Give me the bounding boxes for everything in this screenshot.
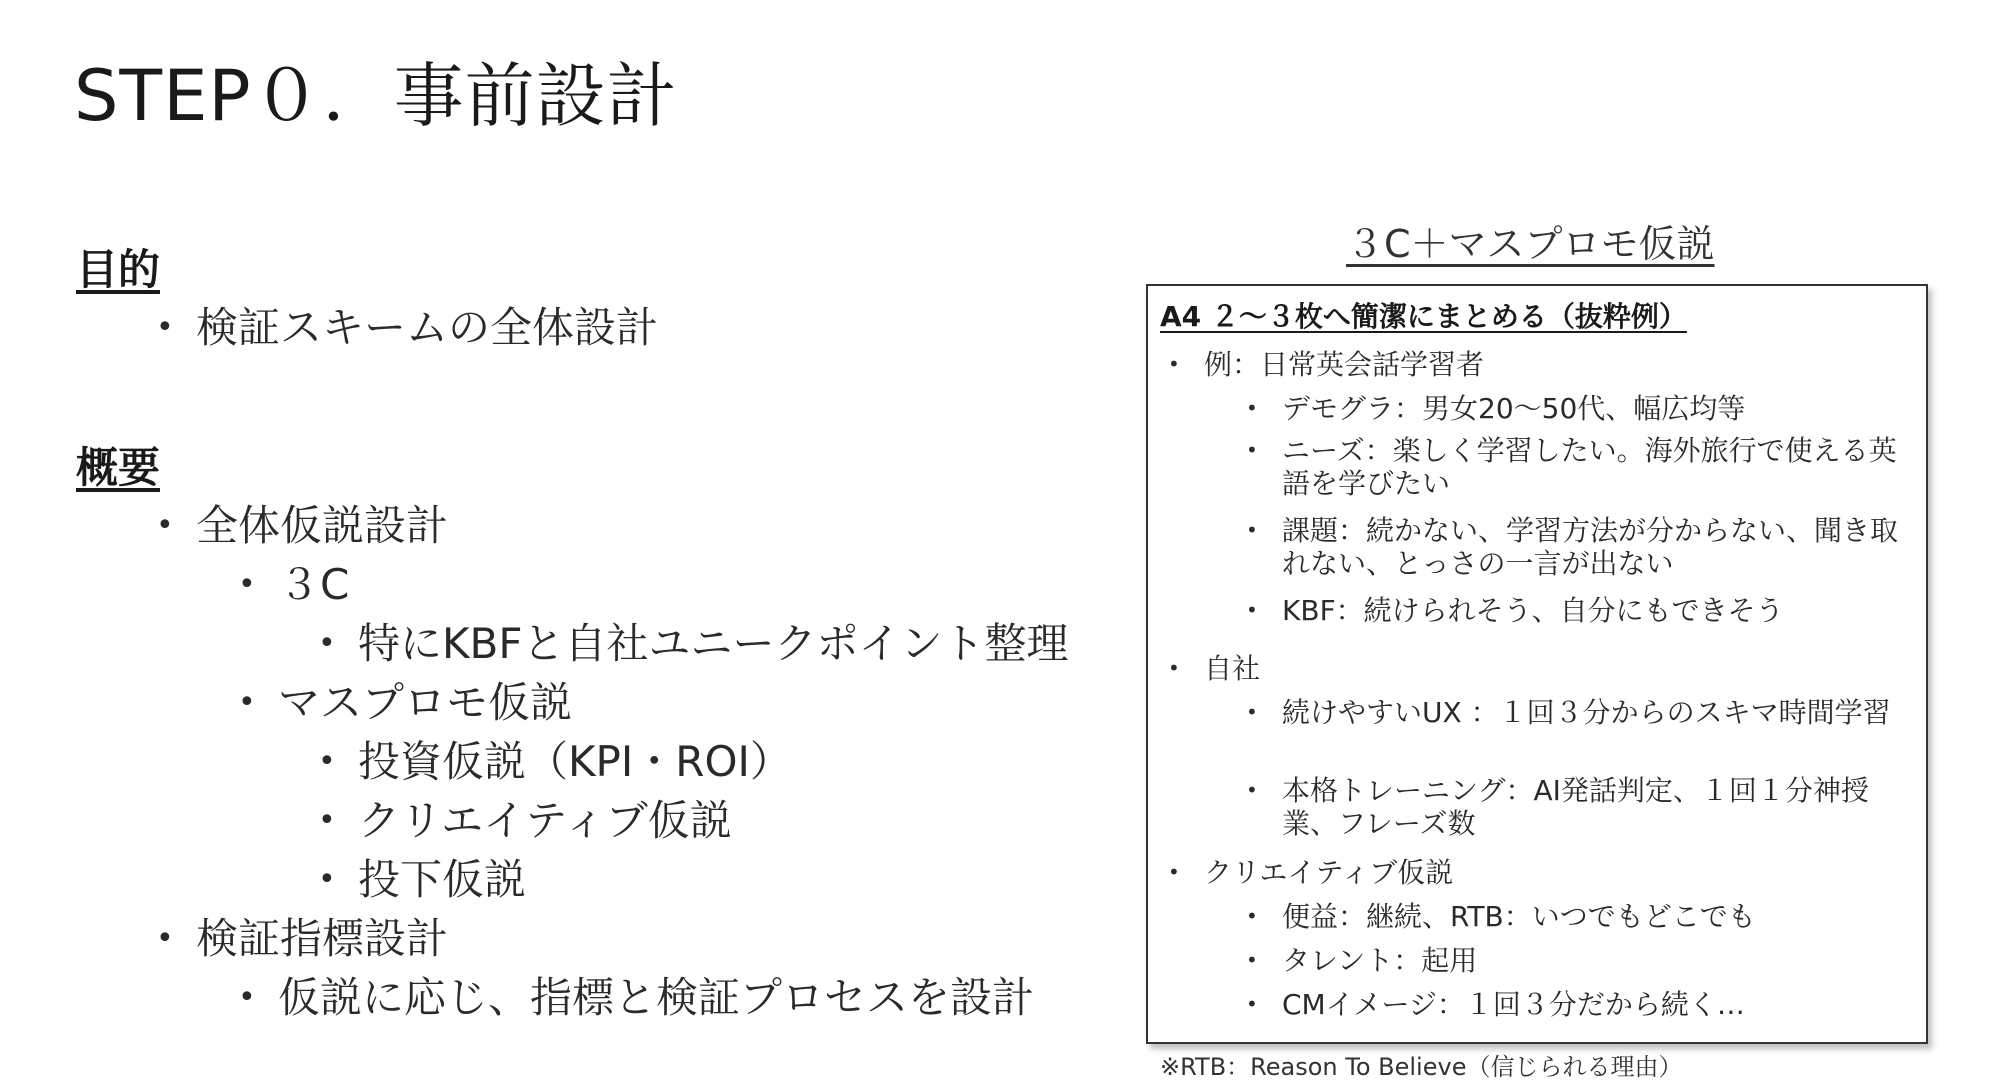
- box-subitem: [1246, 434, 1902, 500]
- bullet-icon: •: [1246, 700, 1258, 724]
- overview-subsubitem: [318, 852, 527, 908]
- bullet-icon: •: [1246, 948, 1258, 972]
- bullet-icon: •: [1246, 904, 1258, 928]
- box-item-text: クリエイティブ仮説: [1204, 856, 1454, 889]
- box-item: [1168, 652, 1261, 685]
- box-subitem-text: KBF：続けられそう、自分にもできそう: [1282, 594, 1784, 627]
- box-subitem-text: CMイメージ：１回３分だから続く…: [1282, 988, 1745, 1021]
- box-item: [1168, 856, 1454, 889]
- bullet-icon: •: [318, 744, 336, 779]
- overview-item: [156, 498, 449, 554]
- overview-item-text: 全体仮説設計: [196, 501, 449, 550]
- purpose-item-text: 検証スキームの全体設計: [196, 303, 659, 352]
- box-subitem-text: 便益：継続、RTB：いつでもどこでも: [1282, 900, 1756, 933]
- bullet-icon: •: [1246, 778, 1258, 802]
- overview-subitem-text: 仮説に応じ、指標と検証プロセスを設計: [278, 973, 1035, 1022]
- box-subitem: [1246, 774, 1902, 840]
- overview-subsubitem: [318, 734, 792, 790]
- bullet-icon: •: [1246, 518, 1258, 542]
- box-item: [1168, 348, 1485, 381]
- overview-item-text: 検証指標設計: [196, 914, 449, 963]
- box-item-text: 自社: [1204, 652, 1261, 685]
- bullet-icon: •: [1246, 598, 1258, 622]
- box-subitem-text: 課題：続かない、学習方法が分からない、聞き取れない、とっさの一言が出ない: [1282, 514, 1899, 580]
- box-heading: ３C＋マスプロモ仮説: [1346, 222, 1715, 266]
- bullet-icon: •: [318, 862, 336, 897]
- overview-subitem: [238, 557, 350, 613]
- box-subitem-text: デモグラ：男女20～50代、幅広均等: [1282, 392, 1746, 425]
- overview-subsubitem-text: 投下仮説: [358, 855, 527, 904]
- bullet-icon: •: [1246, 438, 1258, 462]
- overview-heading: 概要: [76, 443, 161, 492]
- bullet-icon: •: [238, 980, 256, 1015]
- box-subitem-text: ニーズ：楽しく学習したい。海外旅行で使える英語を学びたい: [1282, 434, 1897, 500]
- box-subitem: [1246, 514, 1902, 580]
- bullet-icon: •: [1168, 352, 1180, 376]
- bullet-icon: •: [156, 310, 174, 345]
- box-subitem: [1246, 944, 1902, 977]
- bullet-icon: •: [156, 508, 174, 543]
- purpose-item: [156, 300, 659, 356]
- summary-box: [1146, 284, 1928, 1044]
- box-subitem: [1246, 900, 1902, 933]
- overview-subsubitem: [318, 793, 732, 849]
- overview-subsubitem: [318, 616, 1069, 672]
- overview-subsubitem-text: 投資仮説（KPI・ROI）: [358, 737, 792, 786]
- overview-subitem: [238, 970, 1035, 1026]
- box-subitem: [1246, 696, 1902, 729]
- box-title: A4 ２～３枚へ簡潔にまとめる（抜粋例）: [1160, 300, 1687, 333]
- bullet-icon: •: [318, 626, 336, 661]
- bullet-icon: •: [1246, 396, 1258, 420]
- box-subitem: [1246, 988, 1902, 1021]
- bullet-icon: •: [156, 921, 174, 956]
- overview-item: [156, 911, 449, 967]
- bullet-icon: •: [238, 567, 256, 602]
- slide-title: STEP０．事前設計: [74, 55, 678, 137]
- purpose-heading: 目的: [76, 245, 161, 294]
- bullet-icon: •: [1168, 860, 1180, 884]
- box-subitem-text: 本格トレーニング：AI発話判定、１回１分神授業、フレーズ数: [1282, 774, 1869, 840]
- bullet-icon: •: [1246, 992, 1258, 1016]
- overview-subitem-text: ３C: [278, 560, 350, 609]
- overview-subsubitem-text: クリエイティブ仮説: [358, 796, 732, 845]
- bullet-icon: •: [318, 803, 336, 838]
- box-subitem: [1246, 392, 1902, 425]
- bullet-icon: •: [238, 685, 256, 720]
- box-subitem: [1246, 594, 1902, 627]
- box-subitem-text: 続けやすいUX ：１回３分からのスキマ時間学習: [1282, 696, 1891, 729]
- footnote: ※RTB：Reason To Believe（信じられる理由）: [1160, 1053, 1683, 1081]
- overview-subsubitem-text: 特にKBFと自社ユニークポイント整理: [358, 619, 1069, 668]
- overview-subitem: [238, 675, 573, 731]
- overview-subitem-text: マスプロモ仮説: [278, 678, 573, 727]
- box-item-text: 例：日常英会話学習者: [1204, 348, 1485, 381]
- box-subitem-text: タレント：起用: [1282, 944, 1478, 977]
- bullet-icon: •: [1168, 656, 1180, 680]
